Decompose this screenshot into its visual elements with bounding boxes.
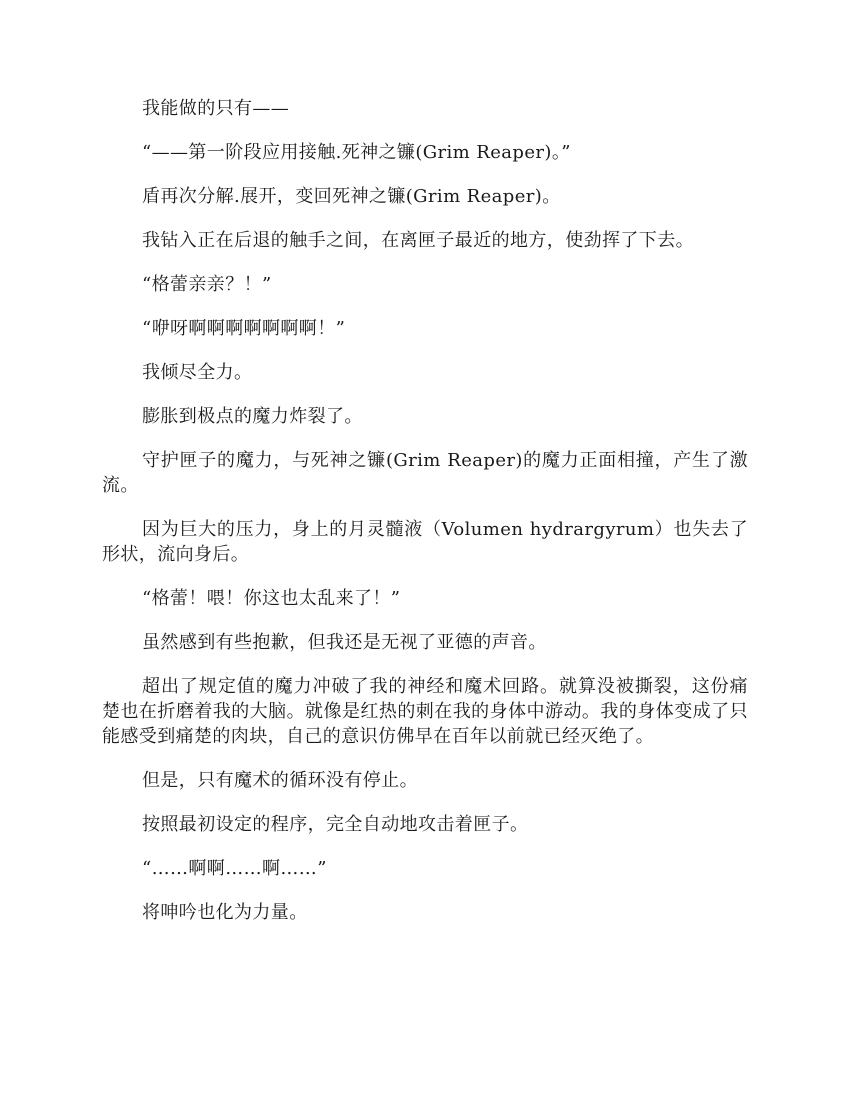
- paragraph: 膨胀到极点的魔力炸裂了。: [142, 406, 363, 427]
- paragraph: 盾再次分解.展开，变回死神之镰(Grim Reaper)。: [142, 186, 561, 207]
- paragraph: 我钻入正在后退的触手之间，在离匣子最近的地方，使劲挥了下去。: [142, 230, 694, 251]
- paragraph: “……啊啊……啊……”: [142, 858, 327, 879]
- paragraph: 我能做的只有——: [142, 98, 290, 119]
- paragraph: 我倾尽全力。: [142, 362, 253, 383]
- paragraph: “格蕾！喂！你这也太乱来了！”: [142, 588, 401, 609]
- paragraph: 虽然感到有些抱歉，但我还是无视了亚德的声音。: [142, 632, 547, 653]
- paragraph: “咿呀啊啊啊啊啊啊啊！”: [142, 318, 346, 339]
- paragraph: 守护匣子的魔力，与死神之镰(Grim Reaper)的魔力正面相撞，产生了激流。: [102, 450, 748, 496]
- paragraph: “格蕾亲亲？！”: [142, 274, 272, 295]
- paragraph: 但是，只有魔术的循环没有停止。: [142, 770, 418, 791]
- document-page: [102, 96, 748, 944]
- paragraph: 按照最初设定的程序，完全自动地攻击着匣子。: [142, 814, 529, 835]
- paragraph: 超出了规定值的魔力冲破了我的神经和魔术回路。就算没被撕裂，这份痛楚也在折磨着我的大脑。就像是红热的刺在我的身体中游动。我的身体变成了只能感受到痛楚的肉块，自己的意识仿佛早在百年以前就已经灭绝了。: [102, 676, 748, 747]
- paragraph: 因为巨大的压力，身上的月灵髓液（Volumen hydrargyrum）也失去了形状，流向身后。: [102, 519, 748, 565]
- paragraph: 将呻吟也化为力量。: [142, 902, 308, 923]
- paragraph: “——第一阶段应用接触.死神之镰(Grim Reaper)。”: [142, 142, 571, 163]
